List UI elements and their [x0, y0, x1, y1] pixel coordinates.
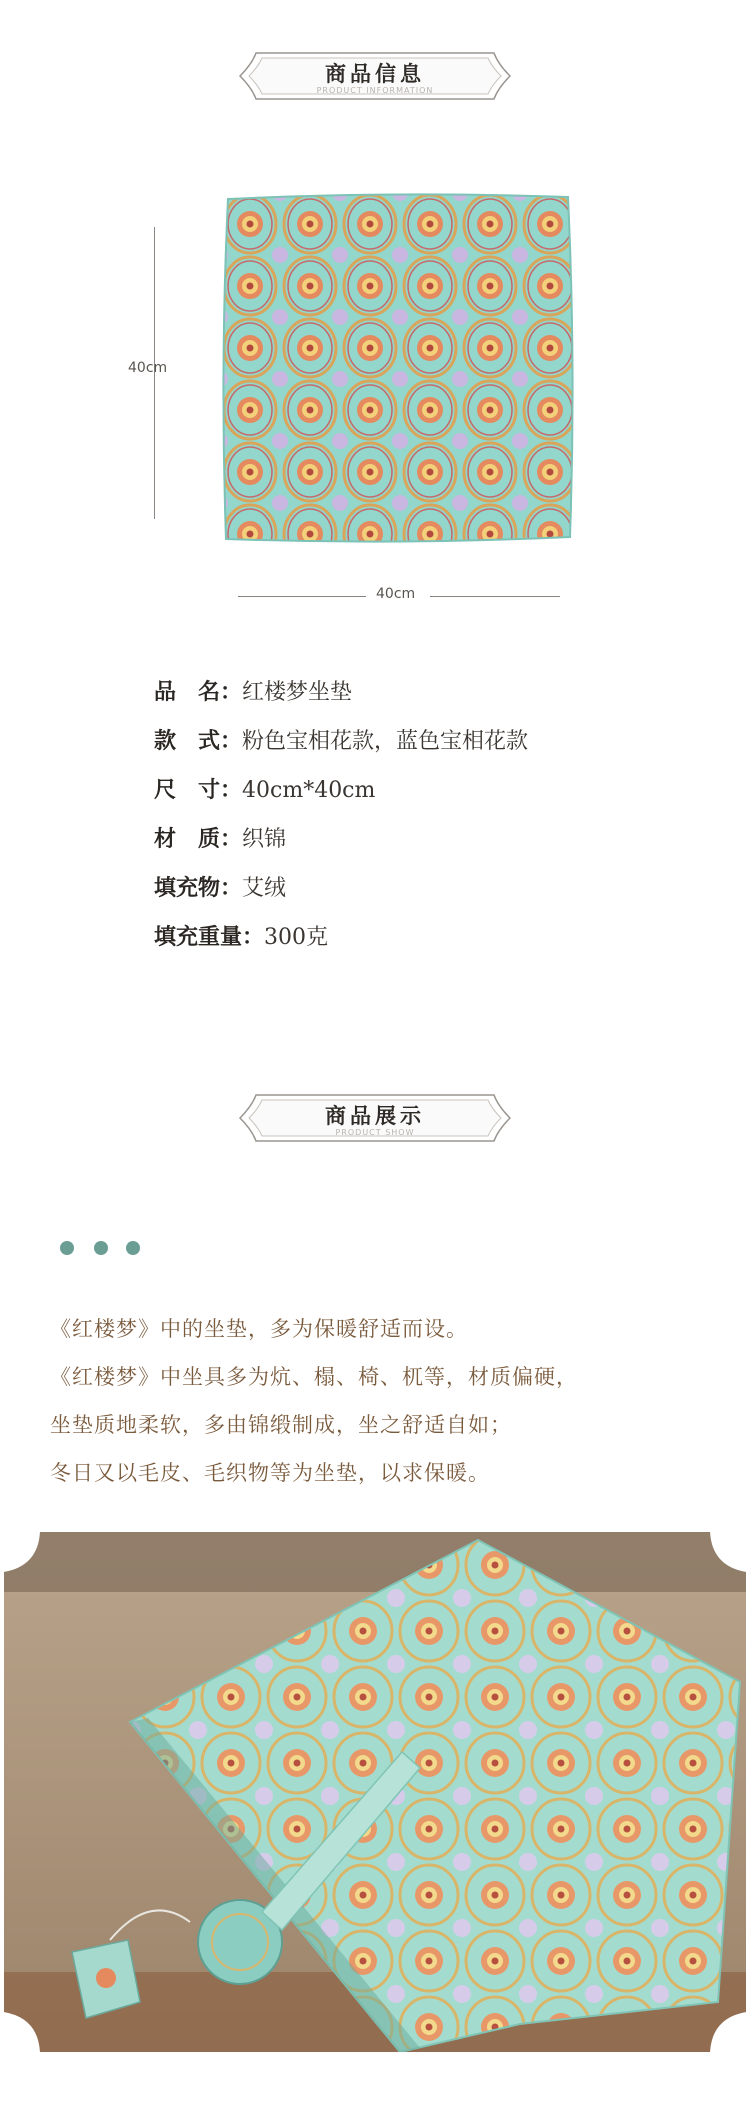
section-subtitle: PRODUCT INFORMATION: [316, 86, 434, 95]
section-title: 商品信息: [325, 61, 425, 86]
spec-value: 粉色宝相花款，蓝色宝相花款: [242, 729, 529, 754]
width-dimension-label: 40cm: [376, 586, 416, 602]
height-dimension-label: 40cm: [128, 360, 168, 376]
spec-row-name: [154, 675, 528, 724]
spec-key: 款 式：: [154, 728, 243, 754]
spec-value: 红楼梦坐垫: [242, 680, 353, 705]
spec-row-style: [154, 724, 528, 773]
section-header-info: [0, 50, 750, 106]
section-header-show: [0, 1092, 750, 1148]
spec-value: 40cm*40cm: [242, 778, 376, 803]
spec-key: 品 名：: [154, 679, 243, 705]
description-line: 冬日又以毛皮、毛织物等为坐垫，以求保暖。: [50, 1461, 490, 1485]
dot-icon: [60, 1241, 74, 1255]
spec-key: 材 质：: [154, 826, 243, 852]
dot-icon: [126, 1241, 140, 1255]
section-title: 商品展示: [325, 1103, 425, 1128]
spec-key: 填充重量：: [154, 924, 265, 950]
description-line: 坐垫质地柔软，多由锦缎制成，坐之舒适自如；: [50, 1413, 512, 1437]
section-subtitle: PRODUCT SHOW: [335, 1128, 415, 1137]
spec-row-weight: [154, 920, 528, 969]
cushion-product-image: [220, 193, 576, 543]
spec-key: 填充物：: [154, 875, 243, 901]
scene-photo: [0, 1532, 750, 2052]
description-line: 《红楼梦》中坐具多为炕、榻、椅、杌等，材质偏硬，: [50, 1365, 578, 1389]
spec-key: 尺 寸：: [154, 777, 243, 803]
spec-value: 艾绒: [242, 876, 287, 901]
width-dimension-line-right: [430, 596, 560, 597]
spec-value: 300克: [264, 925, 329, 950]
width-dimension-line-left: [238, 596, 366, 597]
spec-row-material: [154, 822, 528, 871]
spec-row-size: [154, 773, 528, 822]
spec-value: 织锦: [242, 827, 287, 852]
spec-list: [154, 675, 528, 969]
description-line: 《红楼梦》中的坐垫，多为保暖舒适而设。: [50, 1317, 468, 1341]
description-text: [50, 1305, 710, 1497]
spec-row-filling: [154, 871, 528, 920]
dot-icon: [94, 1241, 108, 1255]
